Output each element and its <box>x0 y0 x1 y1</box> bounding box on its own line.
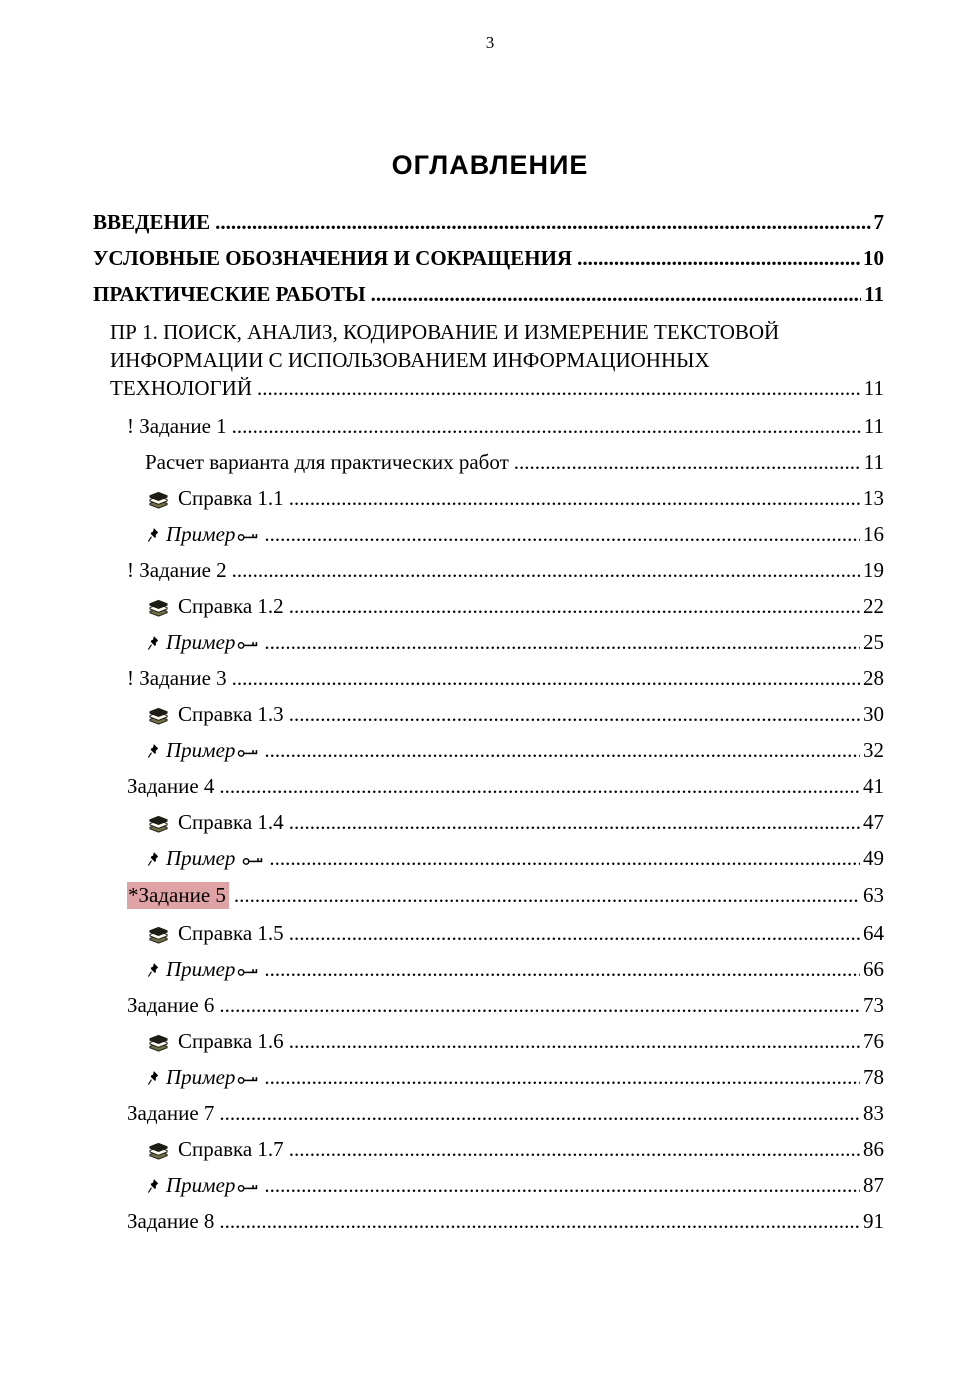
toc-entry-page: 19 <box>863 558 884 582</box>
toc-entry-page: 30 <box>863 702 884 726</box>
toc-entry[interactable] <box>145 450 884 474</box>
toc-entry-label: ! Задание 2 <box>127 558 227 582</box>
toc-entry-page: 16 <box>863 522 884 546</box>
pushpin-icon <box>147 527 159 543</box>
page-number: 3 <box>485 33 495 52</box>
toc-entry-label-line: ИНФОРМАЦИИ С ИСПОЛЬЗОВАНИЕМ ИНФОРМАЦИОННЫХ <box>110 348 710 372</box>
key-icon <box>237 639 259 650</box>
dot-leader <box>264 1173 860 1197</box>
dot-leader <box>257 374 861 402</box>
table-of-contents <box>93 210 884 1245</box>
toc-entry-label: Справка 1.7 <box>178 1137 284 1161</box>
toc-entry[interactable] <box>127 993 884 1017</box>
dot-leader <box>215 210 870 234</box>
dot-leader <box>269 846 860 870</box>
toc-entry-page: 87 <box>863 1173 884 1197</box>
toc-entry-page: 86 <box>863 1137 884 1161</box>
toc-entry-label: Пример <box>166 957 236 981</box>
toc-entry-page: 47 <box>863 810 884 834</box>
toc-entry[interactable] <box>93 282 884 306</box>
key-icon <box>237 966 259 977</box>
toc-entry[interactable] <box>147 921 884 945</box>
toc-entry[interactable] <box>147 1173 884 1197</box>
toc-entry-label: Задание 6 <box>127 993 215 1017</box>
toc-entry-label: ПРАКТИЧЕСКИЕ РАБОТЫ <box>93 282 366 306</box>
books-stack-icon <box>147 1142 170 1161</box>
dot-leader <box>289 702 860 726</box>
toc-entry-label: Пример <box>166 738 236 762</box>
toc-entry-label: Пример <box>166 630 236 654</box>
toc-entry-label: Пример <box>166 1173 236 1197</box>
toc-entry-page: 76 <box>863 1029 884 1053</box>
toc-entry[interactable] <box>147 810 884 834</box>
toc-entry-label: Справка 1.5 <box>178 921 284 945</box>
dot-leader <box>219 993 860 1017</box>
toc-entry-page: 91 <box>863 1209 884 1233</box>
key-icon <box>237 1182 259 1193</box>
toc-entry-page: 22 <box>863 594 884 618</box>
toc-entry-page: 25 <box>863 630 884 654</box>
dot-leader <box>514 450 861 474</box>
toc-entry-label: Справка 1.4 <box>178 810 284 834</box>
dot-leader <box>264 522 860 546</box>
toc-entry-label-line: ТЕХНОЛОГИЙ <box>110 376 252 400</box>
dot-leader <box>289 1137 860 1161</box>
toc-entry-label: ВВЕДЕНИЕ <box>93 210 211 234</box>
toc-entry[interactable] <box>147 1137 884 1161</box>
toc-entry[interactable] <box>147 702 884 726</box>
dot-leader <box>289 594 860 618</box>
toc-entry[interactable] <box>110 318 884 402</box>
toc-entry-label-line: ПР 1. ПОИСК, АНАЛИЗ, КОДИРОВАНИЕ И ИЗМЕРЕНИЕ ТЕКСТОВОЙ <box>110 320 780 344</box>
key-icon <box>237 1074 259 1085</box>
dot-leader <box>219 1101 860 1125</box>
dot-leader <box>577 246 860 270</box>
toc-entry-label: Справка 1.2 <box>178 594 284 618</box>
toc-entry-label: Задание 7 <box>127 1101 215 1125</box>
pushpin-icon <box>147 962 159 978</box>
dot-leader <box>264 957 860 981</box>
toc-entry-label: Задание 8 <box>127 1209 215 1233</box>
key-icon <box>237 747 259 758</box>
toc-entry[interactable] <box>127 1101 884 1125</box>
toc-entry-label: Справка 1.6 <box>178 1029 284 1053</box>
books-stack-icon <box>147 926 170 945</box>
toc-entry-page: 78 <box>863 1065 884 1089</box>
toc-entry[interactable] <box>147 738 884 762</box>
toc-entry-label: Пример <box>166 522 236 546</box>
toc-entry-page: 32 <box>863 738 884 762</box>
toc-entry-page: 13 <box>863 486 884 510</box>
pushpin-icon <box>147 1178 159 1194</box>
toc-entry[interactable] <box>127 414 884 438</box>
toc-entry[interactable] <box>147 522 884 546</box>
dot-leader <box>289 921 860 945</box>
toc-entry-page: 64 <box>863 921 884 945</box>
toc-entry-page: 83 <box>863 1101 884 1125</box>
toc-entry-page: 66 <box>863 957 884 981</box>
toc-entry[interactable] <box>93 210 884 234</box>
toc-entry-page: 41 <box>863 774 884 798</box>
toc-entry[interactable] <box>147 594 884 618</box>
dot-leader <box>371 282 862 306</box>
dot-leader <box>264 1065 860 1089</box>
dot-leader <box>232 666 860 690</box>
toc-entry-label: УСЛОВНЫЕ ОБОЗНАЧЕНИЯ И СОКРАЩЕНИЯ <box>93 246 573 270</box>
toc-entry-page: 49 <box>863 846 884 870</box>
toc-entry-label: Справка 1.3 <box>178 702 284 726</box>
toc-entry-page: 11 <box>863 414 884 438</box>
toc-entry[interactable] <box>147 1029 884 1053</box>
dot-leader <box>289 1029 860 1053</box>
toc-entry[interactable] <box>127 882 884 909</box>
pushpin-icon <box>147 1070 159 1086</box>
toc-entry[interactable] <box>127 558 884 582</box>
books-stack-icon <box>147 491 170 510</box>
dot-leader <box>232 558 860 582</box>
toc-entry-label: Задание 4 <box>127 774 215 798</box>
dot-leader <box>264 738 860 762</box>
books-stack-icon <box>147 815 170 834</box>
toc-entry[interactable] <box>147 486 884 510</box>
toc-entry-label-highlighted: *Задание 5 <box>127 882 229 909</box>
toc-entry-page: 63 <box>863 883 884 907</box>
toc-entry[interactable] <box>127 1209 884 1233</box>
dot-leader <box>289 486 860 510</box>
dot-leader <box>219 774 860 798</box>
toc-entry[interactable] <box>93 246 884 270</box>
toc-entry-page: 11 <box>863 450 884 474</box>
dot-leader <box>232 414 861 438</box>
books-stack-icon <box>147 599 170 618</box>
toc-entry[interactable] <box>127 666 884 690</box>
books-stack-icon <box>147 707 170 726</box>
toc-entry-label: Пример <box>166 1065 236 1089</box>
toc-entry-label: Пример <box>166 846 236 870</box>
toc-entry-label: ! Задание 1 <box>127 414 227 438</box>
dot-leader <box>219 1209 860 1233</box>
toc-entry-label: ! Задание 3 <box>127 666 227 690</box>
dot-leader <box>264 630 860 654</box>
toc-entry[interactable] <box>147 1065 884 1089</box>
toc-entry[interactable] <box>147 957 884 981</box>
dot-leader <box>234 883 860 907</box>
toc-entry-page: 11 <box>863 376 884 400</box>
toc-entry-label: Справка 1.1 <box>178 486 284 510</box>
dot-leader <box>289 810 860 834</box>
pushpin-icon <box>147 851 159 867</box>
toc-entry[interactable] <box>127 774 884 798</box>
pushpin-icon <box>147 635 159 651</box>
toc-entry-page: 7 <box>873 210 884 234</box>
toc-entry-page: 10 <box>863 246 884 270</box>
page-title: ОГЛАВЛЕНИЕ <box>391 150 589 180</box>
toc-entry-page: 73 <box>863 993 884 1017</box>
toc-entry[interactable] <box>147 846 884 870</box>
toc-entry[interactable] <box>147 630 884 654</box>
books-stack-icon <box>147 1034 170 1053</box>
toc-entry-label: Расчет варианта для практических работ <box>145 450 509 474</box>
key-icon <box>237 531 259 542</box>
toc-entry-page: 28 <box>863 666 884 690</box>
key-icon <box>242 855 264 866</box>
toc-entry-page: 11 <box>864 282 884 306</box>
pushpin-icon <box>147 743 159 759</box>
